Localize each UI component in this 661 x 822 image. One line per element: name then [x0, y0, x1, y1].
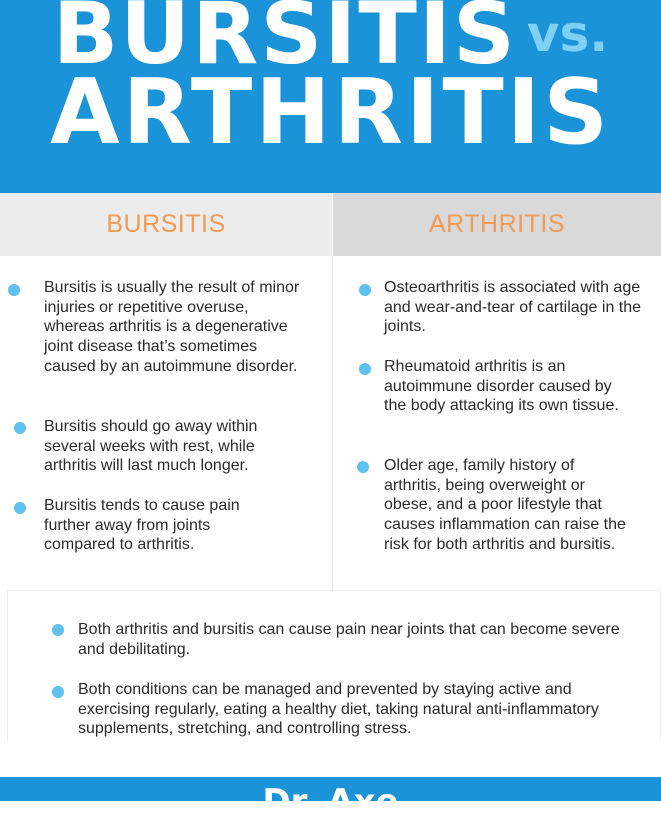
bullet-dot-icon — [52, 686, 64, 698]
bursitis-point-2: Bursitis should go away within several weeks with rest, while arthritis will last much longer. — [44, 418, 258, 475]
title-bursitis: BURSITIS — [52, 0, 517, 84]
bullet-dot-icon — [359, 284, 371, 296]
common-point-1: Both arthritis and bursitis can cause pain near joints that can become severe and debilitating. — [78, 621, 620, 658]
bullet-dot-icon — [357, 461, 369, 473]
bullet-dot-icon — [14, 502, 26, 514]
bursitis-point-3: Bursitis tends to cause pain further away from joints compared to arthritis. — [44, 497, 240, 554]
brand-logo: Dr. Axe — [262, 782, 399, 822]
arthritis-point-2: Rheumatoid arthritis is an autoimmune disorder caused by the body attacking its own tissue. — [384, 358, 619, 415]
bullet-dot-icon — [52, 624, 64, 636]
arthritis-point-3: Older age, family history of arthritis, being overweight or obese, and a poor lifestyle that causes inflammation can raise the risk for both arthritis and bursitis. — [384, 457, 626, 553]
arthritis-point-1: Osteoarthritis is associated with age and wear-and-tear of cartilage in the joints. — [384, 279, 642, 336]
common-point-2: Both conditions can be managed and prevented by staying active and exercising regularly, eating a healthy diet, taking natural anti-inflammatory supplements, stretching, and controlling stress. — [78, 681, 599, 738]
bullet-dot-icon — [14, 422, 26, 434]
column-divider — [332, 256, 333, 590]
bullet-dot-icon — [359, 363, 371, 375]
bursitis-column-heading: BURSITIS — [0, 193, 332, 256]
title-banner — [0, 0, 661, 193]
arthritis-column-heading: ARTHRITIS — [333, 193, 661, 256]
title-arthritis: ARTHRITIS — [49, 60, 612, 165]
footer-bar — [0, 777, 661, 822]
bursitis-point-1: Bursitis is usually the result of minor injuries or repetitive overuse, whereas arthritis is a degenerative joint disease that’s sometimes caused by an autoimmune disorder. — [44, 279, 300, 375]
bullet-dot-icon — [8, 284, 20, 296]
title-vs: vs. — [526, 5, 609, 63]
